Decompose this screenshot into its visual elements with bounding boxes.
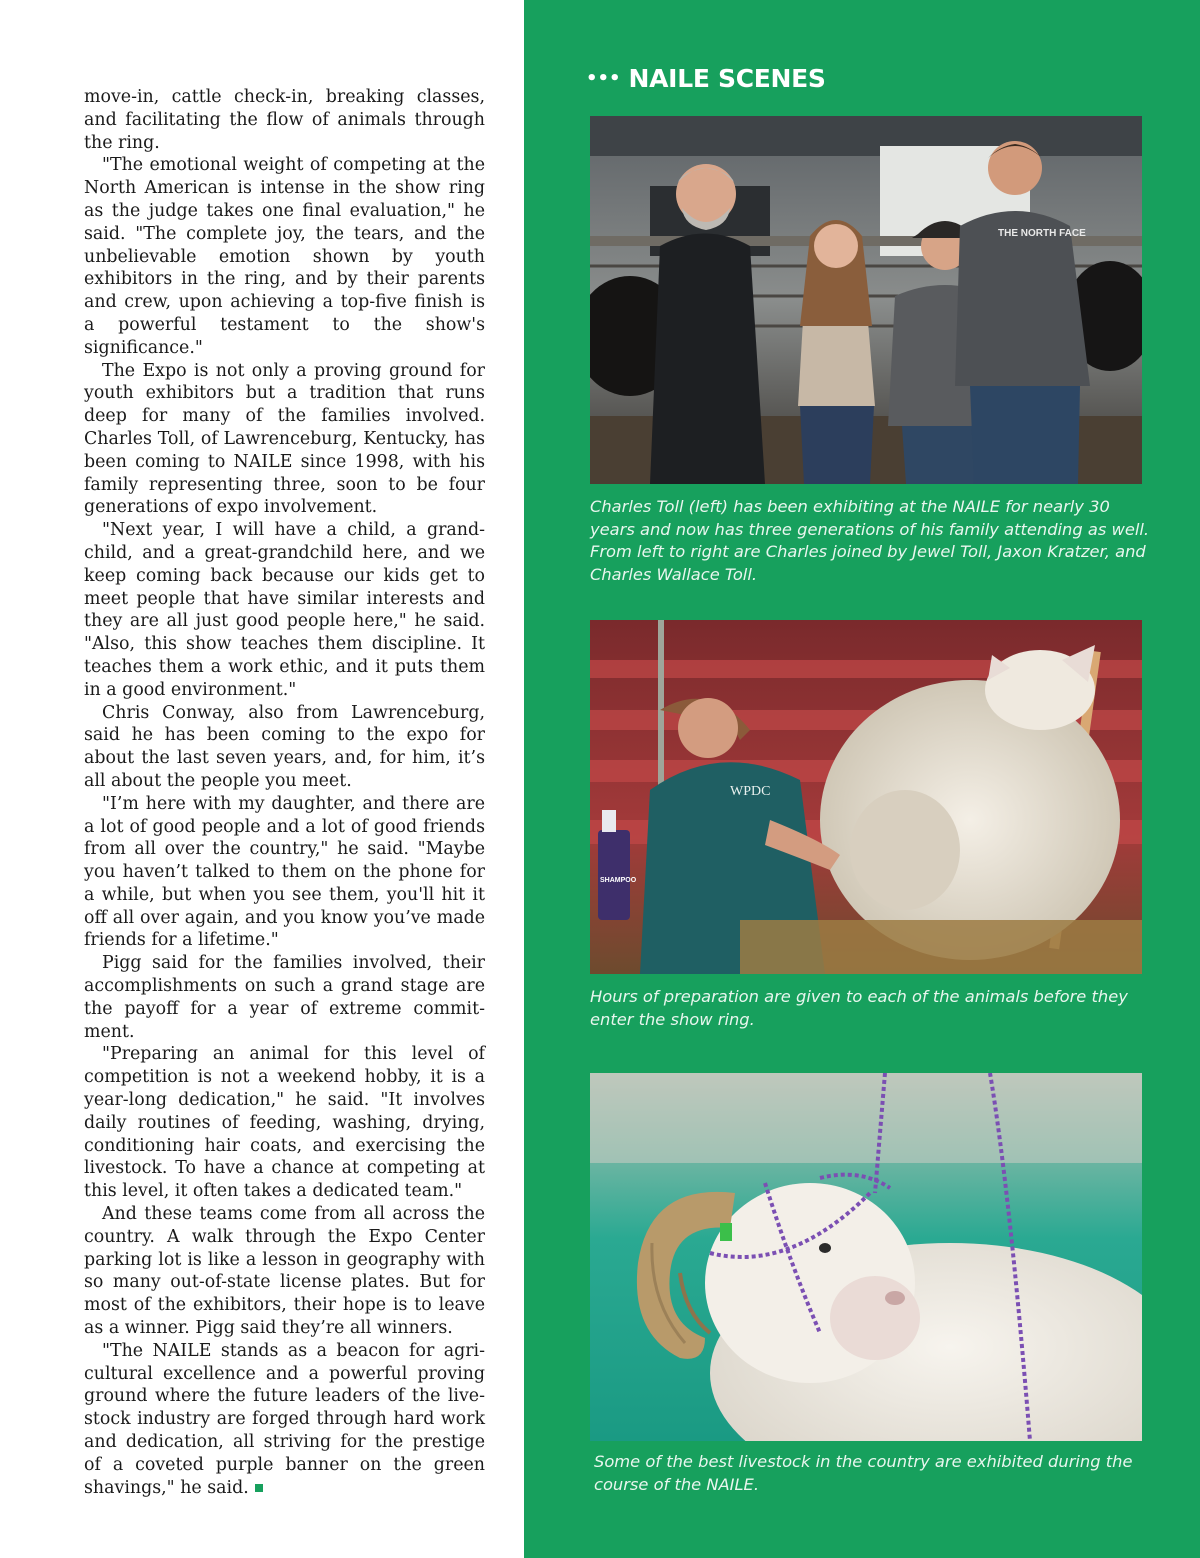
grooming-photo	[590, 620, 1142, 974]
article-paragraph-text: "The NAILE stands as a beacon for agricultural excellence and a powerful proving ground where the future leaders of the livestock industry are forged through hard work and dedication, all striving for the prestige of a coveted purple banner on the green shavings," he said.	[84, 1340, 485, 1498]
north-face-logo-text: THE NORTH FACE	[998, 228, 1086, 239]
family-photo-caption: Charles Toll (left) has been exhibiting at the NAILE for nearly 30 years and now has three generations of his family attending as well. From left to right are Charles joined by Jewel Toll, Jaxon Kratzer, and Charles Wallace Toll.	[590, 497, 1150, 584]
article-paragraph: "The emotional weight of competing at the North American is intense in the show ring as the judge takes one final evaluation," he said. "The complete joy, the tears, and the unbelievable emotion shown by youth exhibitors in the ring, and by their parents and crew, upon achieving a top-five finish is a powerful testament to the show's significance."	[84, 155, 485, 358]
ram-photo-caption: Some of the best livestock in the country are exhibited during the course of the NAILE.	[594, 1452, 1133, 1494]
article-paragraph: "I’m here with my daughter, and there are a lot of good people and a lot of good friends from all over the country," he said. "Maybe you haven’t talked to them on the phone for a while, but when you see them, you'll hit it off all over again, and you know you’ve made friends for a lifetime."	[84, 793, 485, 951]
grooming-photo-caption: Hours of preparation are given to each of the animals before they enter the show ring.	[590, 987, 1128, 1029]
shirt-logo-text: WPDC	[730, 784, 771, 799]
end-of-article-mark	[255, 1484, 263, 1492]
article-paragraph: Pigg said for the families involved, their accomplishments on such a grand stage are the payoff for a year of extreme commitment.	[84, 953, 485, 1042]
bottle-label-text: SHAMPOO	[600, 877, 637, 884]
article-paragraph: move-in, cattle check-in, breaking classes, and facilitating the flow of animals through the ring.	[84, 87, 485, 153]
article-paragraph: Chris Conway, also from Lawrenceburg, said he has been coming to the expo for about the last seven years, and, for him, it’s all about the people you meet.	[84, 702, 485, 791]
article-paragraph: "Next year, I will have a child, a grandchild, and a great-grandchild here, and we keep coming back because our kids get to meet people that have similar interests and they are all just good people here," he said. "Also, this show teaches them discipline. It teaches them a work ethic, and it puts them in a good environment."	[84, 520, 485, 700]
article-paragraph: "Preparing an animal for this level of competition is not a weekend hobby, it is a year-long dedication," he said. "It involves daily routines of feeding, washing, drying, conditioning hair coats, and exercising the livestock. To have a chance at competing at this level, it often takes a dedicated team."	[84, 1044, 485, 1202]
section-title-text: NAILE SCENES	[628, 64, 826, 93]
title-dots-icon: •••	[586, 68, 621, 89]
ram-photo	[590, 1073, 1142, 1441]
section-title	[586, 64, 826, 93]
family-photo	[590, 116, 1142, 484]
article-paragraph-last	[84, 1340, 485, 1500]
article-body	[84, 86, 485, 1499]
article-paragraph: The Expo is not only a proving ground for youth exhibitors but a tradition that runs deep for many of the families involved. Charles Toll, of Lawrenceburg, Kentucky, has been coming to NAILE since 1998, with his family representing three, soon to be four generations of expo involvement.	[84, 360, 485, 518]
naile-scenes-sidebar	[524, 0, 1200, 1558]
article-paragraph: And these teams come from all across the country. A walk through the Expo Center parking lot is like a lesson in geography with so many out-of-state license plates. But for most of the exhibitors, their hope is to leave as a winner. Pigg said they’re all winners.	[84, 1204, 485, 1339]
